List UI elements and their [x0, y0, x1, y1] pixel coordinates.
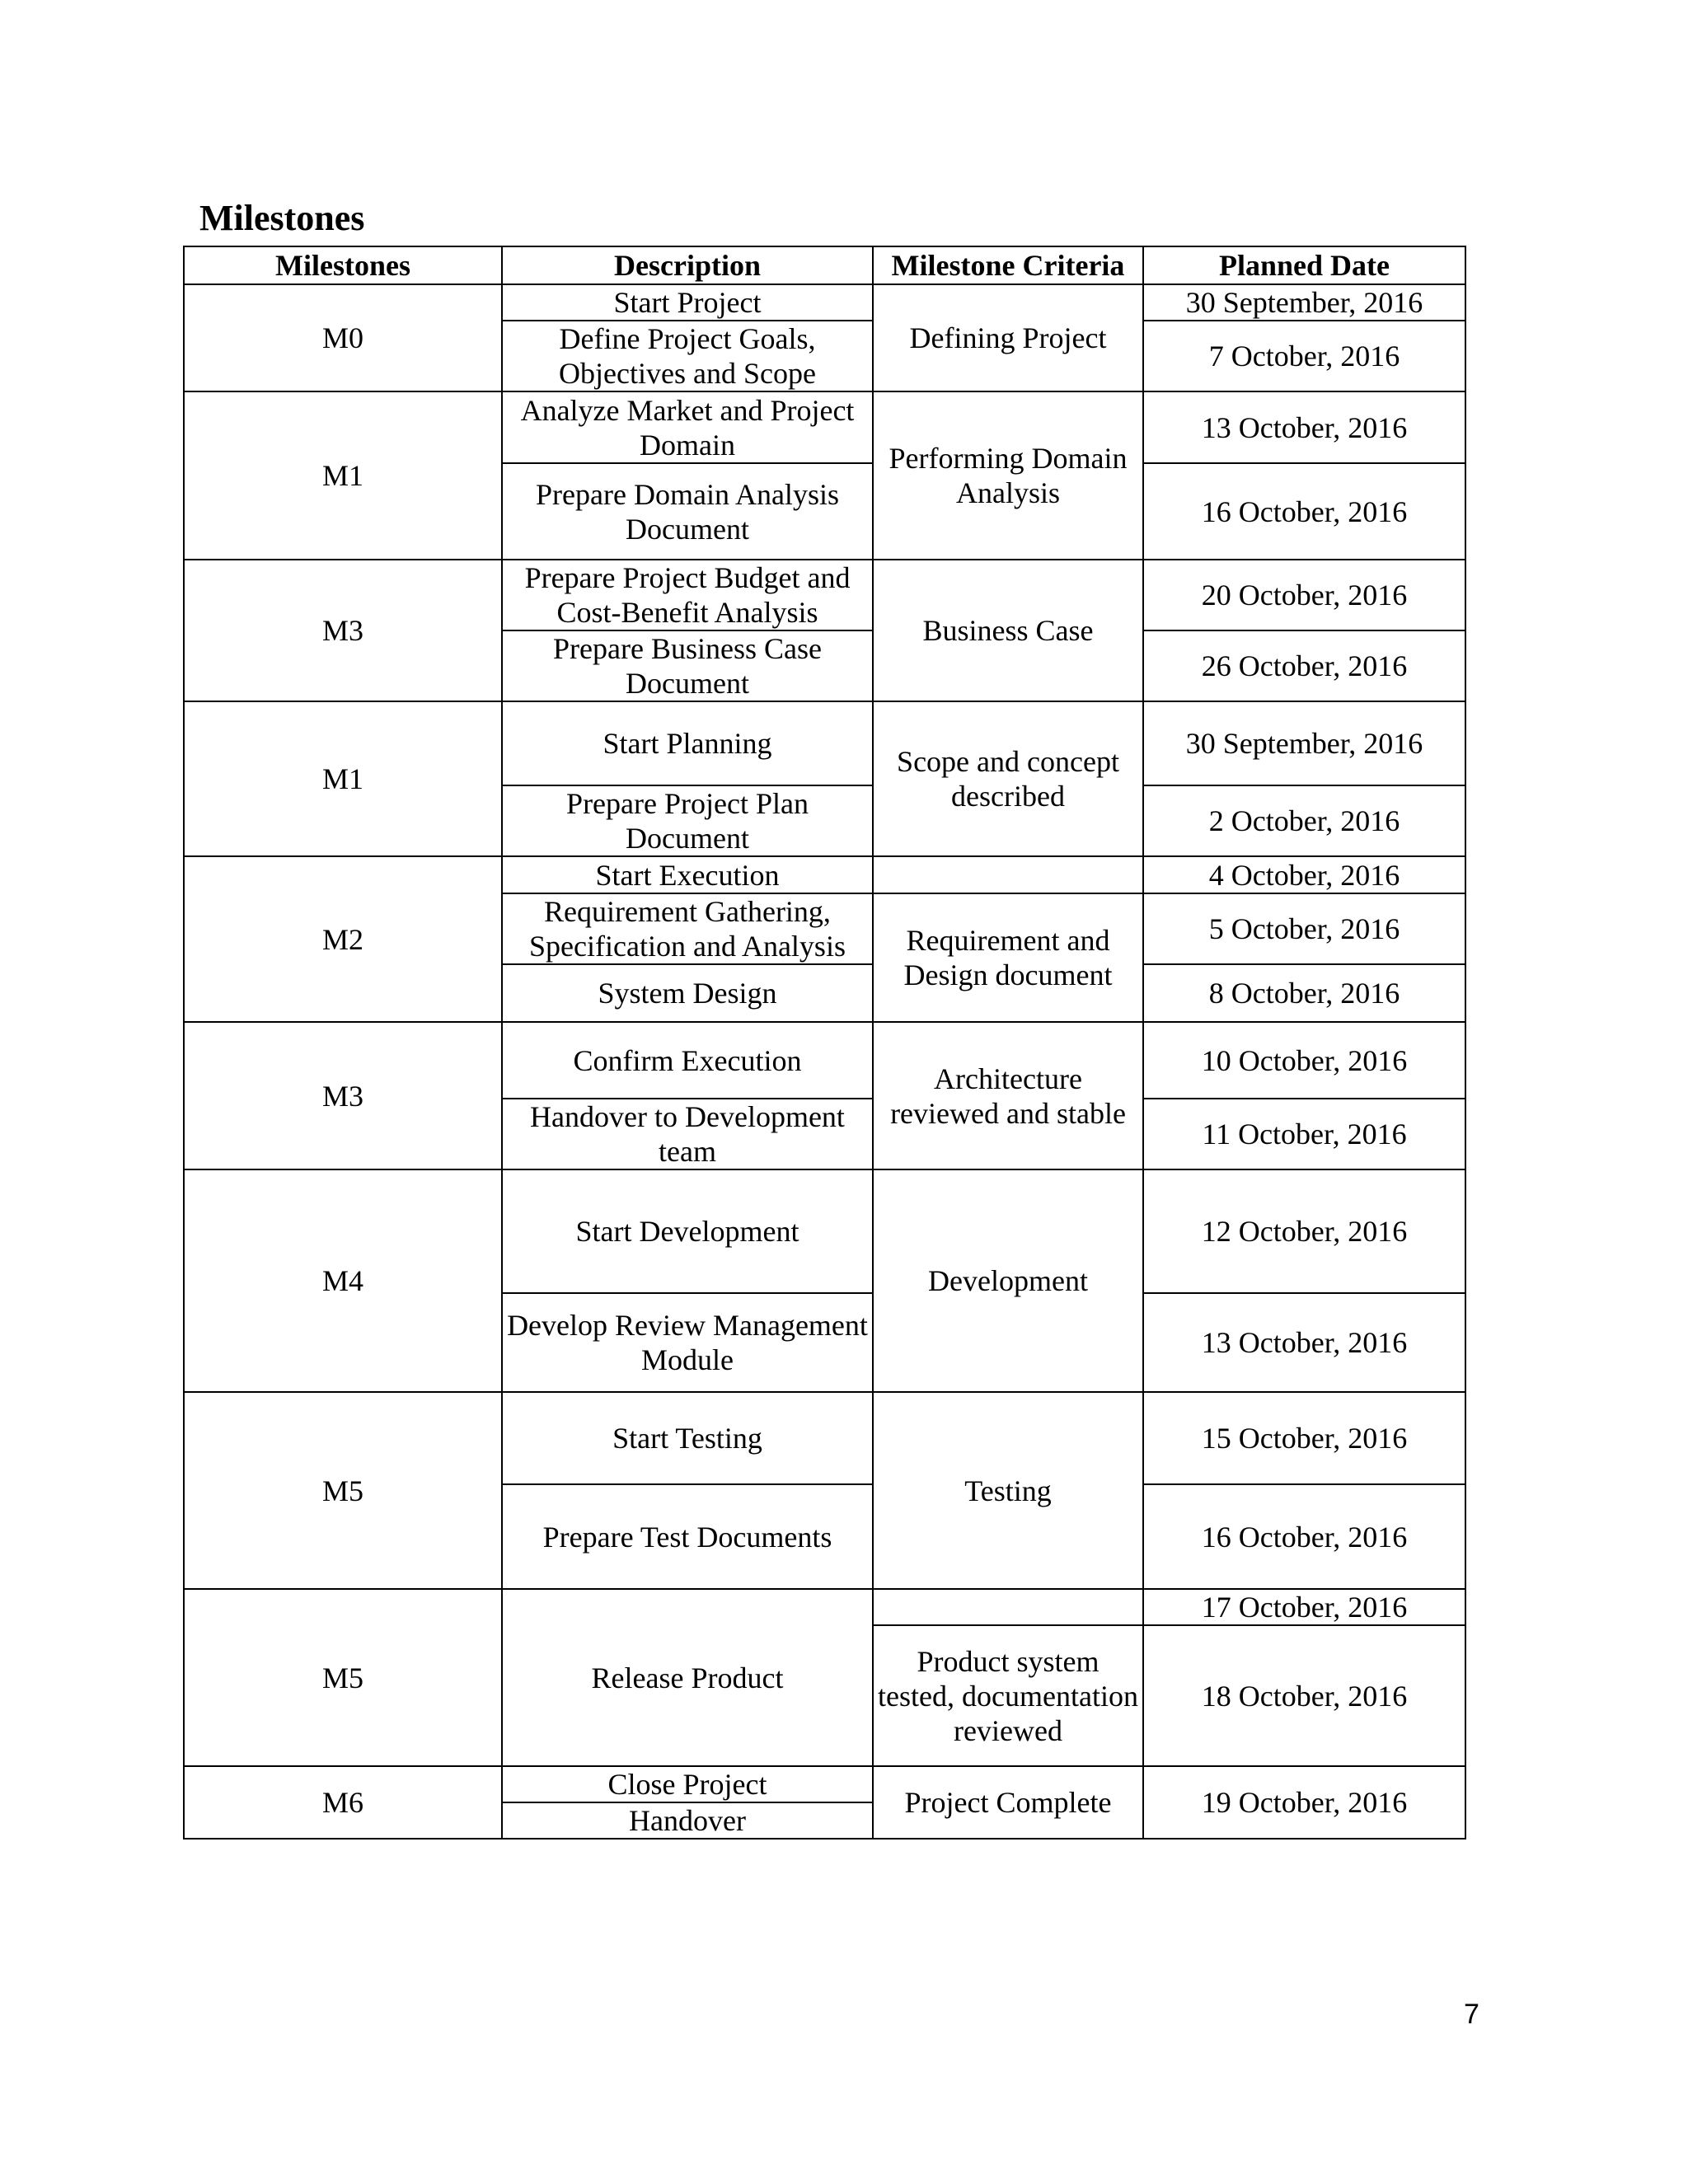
date-cell: 5 October, 2016 — [1143, 893, 1465, 964]
table-row — [184, 391, 1465, 463]
table-row — [184, 1169, 1465, 1293]
header-milestone-criteria: Milestone Criteria — [873, 246, 1143, 284]
milestone-cell: M3 — [184, 560, 502, 701]
table-row — [184, 856, 1465, 893]
section-heading: Milestones — [199, 198, 365, 238]
description-cell: Develop Review Management Module — [502, 1293, 873, 1392]
date-cell: 18 October, 2016 — [1143, 1625, 1465, 1766]
description-cell: Prepare Business Case Document — [502, 630, 873, 701]
date-cell: 11 October, 2016 — [1143, 1099, 1465, 1169]
table-header-row — [184, 246, 1465, 284]
criteria-cell: Product system tested, documentation reviewed — [873, 1625, 1143, 1766]
date-cell: 17 October, 2016 — [1143, 1589, 1465, 1625]
date-cell: 10 October, 2016 — [1143, 1022, 1465, 1099]
milestones-table — [183, 246, 1466, 1840]
date-cell: 2 October, 2016 — [1143, 785, 1465, 856]
date-cell: 12 October, 2016 — [1143, 1169, 1465, 1293]
description-cell: Handover — [502, 1802, 873, 1839]
date-cell: 7 October, 2016 — [1143, 321, 1465, 391]
description-cell: Close Project — [502, 1766, 873, 1802]
date-cell: 20 October, 2016 — [1143, 560, 1465, 630]
description-cell: Prepare Project Plan Document — [502, 785, 873, 856]
description-cell: Analyze Market and Project Domain — [502, 391, 873, 463]
milestone-cell: M0 — [184, 284, 502, 391]
criteria-cell: Architecture reviewed and stable — [873, 1022, 1143, 1169]
table-row — [184, 1392, 1465, 1484]
date-cell: 30 September, 2016 — [1143, 701, 1465, 785]
date-cell: 19 October, 2016 — [1143, 1766, 1465, 1839]
page-number: 7 — [1464, 1999, 1479, 2030]
description-cell: Define Project Goals, Objectives and Scope — [502, 321, 873, 391]
table-row — [184, 1766, 1465, 1802]
date-cell: 8 October, 2016 — [1143, 964, 1465, 1022]
criteria-cell: Scope and concept described — [873, 701, 1143, 856]
date-cell: 16 October, 2016 — [1143, 463, 1465, 560]
date-cell: 13 October, 2016 — [1143, 1293, 1465, 1392]
milestone-cell: M1 — [184, 391, 502, 560]
date-cell: 26 October, 2016 — [1143, 630, 1465, 701]
table-row — [184, 560, 1465, 630]
description-cell: Confirm Execution — [502, 1022, 873, 1099]
date-cell: 30 September, 2016 — [1143, 284, 1465, 321]
criteria-cell — [873, 1589, 1143, 1625]
milestone-cell: M2 — [184, 856, 502, 1022]
criteria-cell: Defining Project — [873, 284, 1143, 391]
description-cell: Prepare Project Budget and Cost-Benefit Analysis — [502, 560, 873, 630]
description-cell: Start Project — [502, 284, 873, 321]
milestone-cell: M1 — [184, 701, 502, 856]
description-cell: Handover to Development team — [502, 1099, 873, 1169]
description-cell: Prepare Test Documents — [502, 1484, 873, 1589]
description-cell: System Design — [502, 964, 873, 1022]
date-cell: 15 October, 2016 — [1143, 1392, 1465, 1484]
description-cell: Release Product — [502, 1589, 873, 1766]
description-cell: Start Planning — [502, 701, 873, 785]
milestone-cell: M5 — [184, 1589, 502, 1766]
criteria-cell: Development — [873, 1169, 1143, 1392]
criteria-cell — [873, 856, 1143, 893]
date-cell: 16 October, 2016 — [1143, 1484, 1465, 1589]
header-milestones: Milestones — [184, 246, 502, 284]
description-cell: Start Testing — [502, 1392, 873, 1484]
description-cell: Start Execution — [502, 856, 873, 893]
criteria-cell: Performing Domain Analysis — [873, 391, 1143, 560]
milestone-cell: M3 — [184, 1022, 502, 1169]
header-description: Description — [502, 246, 873, 284]
milestone-cell: M5 — [184, 1392, 502, 1589]
criteria-cell: Business Case — [873, 560, 1143, 701]
milestone-cell: M6 — [184, 1766, 502, 1839]
description-cell: Requirement Gathering, Specification and Analysis — [502, 893, 873, 964]
table-row — [184, 1022, 1465, 1099]
criteria-cell: Project Complete — [873, 1766, 1143, 1839]
date-cell: 13 October, 2016 — [1143, 391, 1465, 463]
table-row — [184, 1589, 1465, 1625]
table-row — [184, 701, 1465, 785]
description-cell: Start Development — [502, 1169, 873, 1293]
date-cell: 4 October, 2016 — [1143, 856, 1465, 893]
criteria-cell: Testing — [873, 1392, 1143, 1589]
header-planned-date: Planned Date — [1143, 246, 1465, 284]
description-cell: Prepare Domain Analysis Document — [502, 463, 873, 560]
table-row — [184, 284, 1465, 321]
milestone-cell: M4 — [184, 1169, 502, 1392]
criteria-cell: Requirement and Design document — [873, 893, 1143, 1022]
